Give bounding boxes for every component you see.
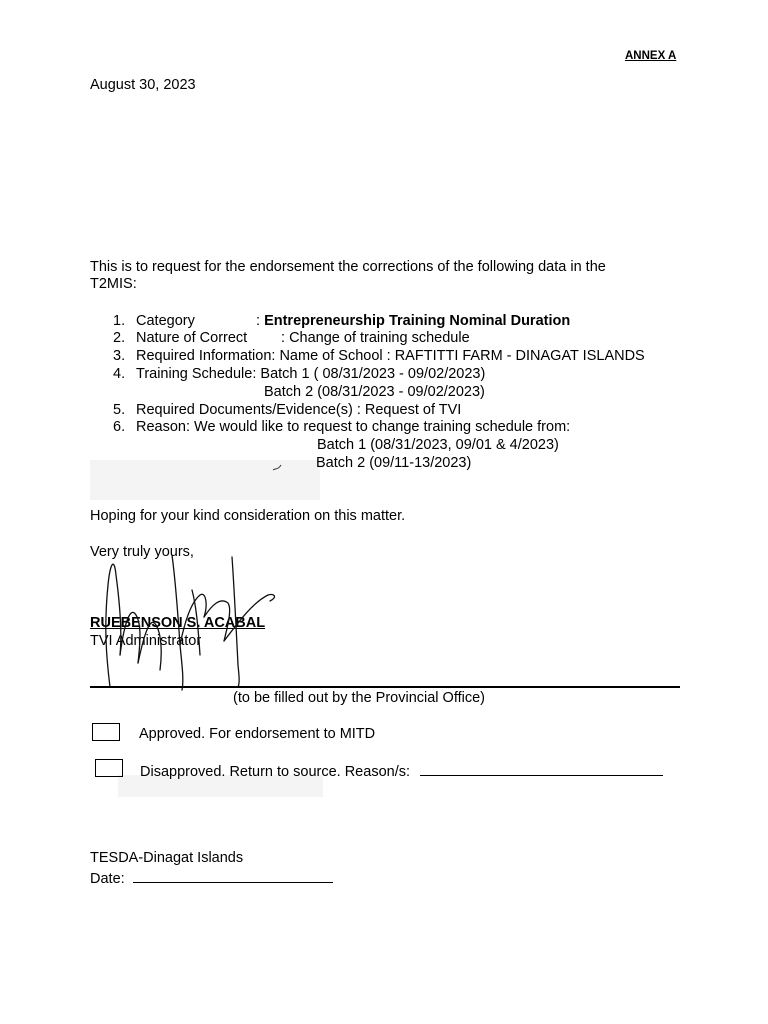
letter-date: August 30, 2023 xyxy=(90,77,196,93)
list-item-text: Required Information: Name of School : RAFTITTI FARM - DINAGAT ISLANDS xyxy=(136,348,645,364)
list-item-label: Nature of Correct xyxy=(136,330,248,346)
reason-field[interactable] xyxy=(420,761,663,776)
list-item-continuation: Batch 1 (08/31/2023, 09/01 & 4/2023) xyxy=(317,437,559,453)
intro-text-line1: This is to request for the endorsement the corrections of the following data in the xyxy=(90,259,606,275)
date-field[interactable] xyxy=(133,868,333,883)
list-item-text: Training Schedule: Batch 1 ( 08/31/2023 - 09/02/2023) xyxy=(136,366,486,382)
list-item-continuation: Batch 2 (09/11-13/2023) xyxy=(316,455,472,471)
disapproved-checkbox[interactable] xyxy=(95,759,123,777)
provincial-note: (to be filled out by the Provincial Office) xyxy=(233,690,485,706)
list-item-label: Category xyxy=(136,313,195,329)
office-name: TESDA-Dinagat Islands xyxy=(90,850,244,866)
disapproved-label: Disapproved. Return to source. Reason/s: xyxy=(140,761,663,781)
list-item-number: 5. xyxy=(113,402,126,418)
list-item-text: Required Documents/Evidence(s) : Request of TVI xyxy=(136,402,462,418)
approved-checkbox[interactable] xyxy=(92,723,120,741)
section-divider xyxy=(90,686,680,688)
handwritten-signature xyxy=(92,545,292,695)
signatory-name: RUEBENSON S. ACABAL xyxy=(90,615,266,631)
pen-mark-icon xyxy=(272,462,284,472)
list-item-number: 6. xyxy=(113,419,126,435)
closing-text: Hoping for your kind consideration on this matter. xyxy=(90,508,406,524)
list-item-value: : Entrepreneurship Training Nominal Duration xyxy=(256,313,571,329)
list-item-value: : Change of training schedule xyxy=(281,330,470,346)
list-item-number: 4. xyxy=(113,366,126,382)
date-field-row: Date: xyxy=(90,868,333,888)
annex-label: ANNEX A xyxy=(625,50,677,62)
list-item-continuation: Batch 2 (08/31/2023 - 09/02/2023) xyxy=(264,384,485,400)
intro-text-line2: T2MIS: xyxy=(90,276,137,292)
salutation: Very truly yours, xyxy=(90,544,194,560)
scan-smudge xyxy=(90,460,320,500)
list-item-number: 3. xyxy=(113,348,126,364)
approved-label: Approved. For endorsement to MITD xyxy=(139,726,376,742)
list-item-number: 2. xyxy=(113,330,126,346)
list-item: 1. xyxy=(113,313,126,329)
list-item-text: Reason: We would like to request to change training schedule from: xyxy=(136,419,571,435)
signatory-title: TVI Administrator xyxy=(90,633,202,649)
